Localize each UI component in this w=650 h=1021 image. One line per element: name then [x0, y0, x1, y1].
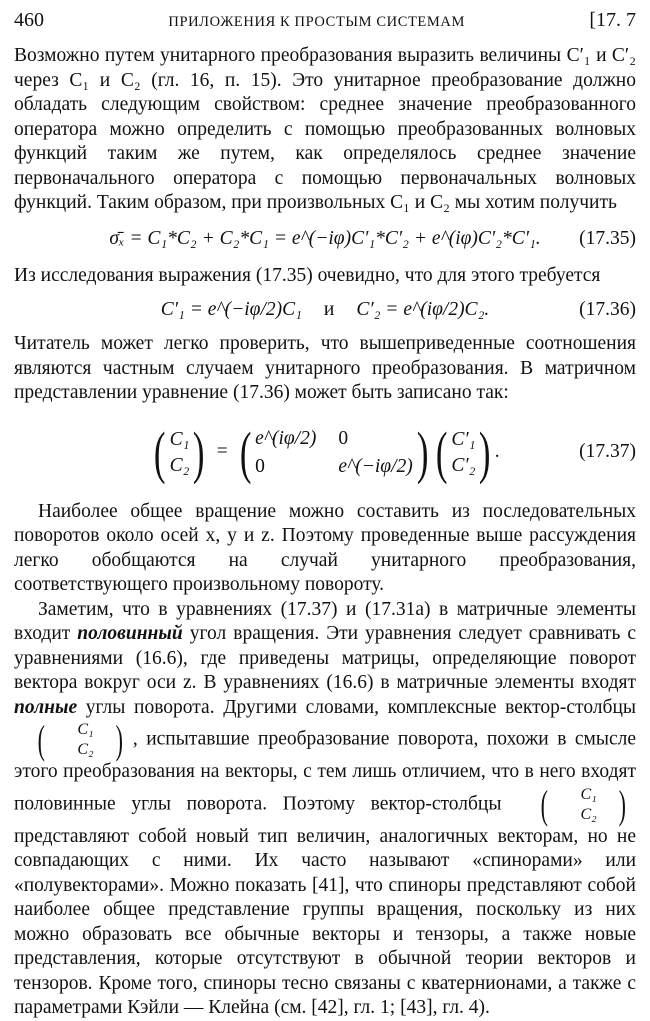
- matrix-21: 0: [255, 455, 265, 477]
- matrix-11: e^(iφ/2): [255, 427, 317, 449]
- rotation-matrix: ( e^(iφ/2) 0 0 e^(−iφ/2) ): [239, 419, 429, 485]
- equation-17-36-right: C′₂ = e^(iφ/2)C₂.: [356, 298, 490, 320]
- equation-17-37-number: (17.37): [579, 441, 636, 463]
- lhs-c1: C₁: [169, 428, 190, 450]
- paragraph-1: Возможно путем унитарного преобразования выразить величины C′₁ и C′₂ через C₁ и C₂ (гл. 16, п. 15). Это унитарное преобразование должно обладать следующим свойством: среднее значение преобразованного оператора можно определить с помощью преобразованных волновых функций таким же путем, как определялось среднее значение первоначального оператора с помощью первоначальных волновых функций. Таким образом, при произвольных C₁ и C₂ мы хотим получить: [14, 45, 636, 213]
- inline-c1-b: C₁: [580, 785, 597, 803]
- rhs-c2-prime: C′₂: [451, 454, 476, 476]
- paragraph-5-part-a: Заметим, что в уравнениях (17.37) и (17.31a) в матричные элементы входит: [14, 598, 636, 644]
- inline-column-vector-2: ( C₁ C₂ ): [540, 781, 626, 827]
- equation-17-35: [14, 220, 636, 260]
- paragraph-5-part-c: угол вращения. Эти уравнения следует сравнивать с уравнениями (16.6), где приведены матрицы, определяющие поворот вектора вокруг оси z. В уравнениях (16.6) в матричные элементы входят: [14, 623, 637, 693]
- equation-17-36-left: C′₁ = e^(−iφ/2)C₁: [160, 298, 302, 320]
- paragraph-5-part-f: , испытавшие преобразование поворота, похожи в смысле этого преобразования на векторы, с тем лишь отличием, что в него входят половинные углы поворота. Поэтому вектор-столбцы: [14, 728, 636, 814]
- equation-17-36: [14, 292, 636, 328]
- page-number: 460: [14, 9, 44, 31]
- matrix-22: e^(−iφ/2): [338, 455, 413, 477]
- inline-c1: C₁: [77, 721, 94, 738]
- lhs-c2: C₂: [169, 454, 190, 476]
- equation-17-35-body: σ̄ₓ = C₁*C₂ + C₂*C₁ = e^(−iφ)C′₁*C′₂ + e^(iφ)C′₂*C′₁.: [109, 228, 541, 250]
- paragraph-5-part-g: представляют собой новый тип величин, аналогичных векторам, но не совпадающих с ними. Их часто называют «спинорами» или «полувекторами». Можно показать [41], что спиноры представляют собой наиболее общее представление группы вращения, поскольку из них можно образовать все обычные векторы и тензоры, а также новые представления, которые отсутствуют в обычной теории векторов и тензоров. Кроме того, спиноры тесно связаны с кватернионами, а также с параметрами Кэйли — Клейна (см. [42], гл. 1; [43], гл. 4).: [14, 825, 636, 1018]
- emphasis-full: полные: [14, 696, 78, 718]
- lhs-column-vector: ( C₁ C₂ ): [154, 419, 205, 485]
- equation-17-36-conjunction: и: [323, 298, 335, 320]
- inline-column-vector-1: ( C₁ C₂ ): [37, 717, 123, 762]
- rhs-c1-prime: C′₁: [451, 428, 476, 450]
- equation-17-36-number: (17.36): [579, 298, 636, 320]
- running-header: [14, 8, 636, 34]
- equation-17-37: ( C₁ C₂ ) = ( e^(iφ/2) 0 0 e^(−iφ/2) ) ( C′₁ C′₂ ) . (17.37): [14, 410, 636, 496]
- inline-c2-b: C₂: [580, 805, 597, 823]
- paragraph-3: Читатель может легко проверить, что вышеприведенные соотношения являются частным случаем унитарного преобразования. В матричном представлении уравнение (17.36) может быть записано так:: [14, 333, 636, 403]
- paragraph-5-part-e: углы поворота. Другими словами, комплексные вектор-столбцы: [85, 696, 637, 718]
- section-number: [17. 7: [589, 9, 636, 31]
- inline-c2: C₂: [77, 741, 94, 758]
- running-title: ПРИЛОЖЕНИЯ К ПРОСТЫМ СИСТЕМАМ: [168, 14, 465, 30]
- paragraph-5: [14, 598, 636, 1021]
- paragraph-2: Из исследования выражения (17.35) очевидно, что для этого требуется: [14, 264, 601, 286]
- paragraph-4: Наиболее общее вращение можно составить из последовательных поворотов около осей x, y и z. Поэтому проведенные выше рассуждения легко обобщаются на случай унитарного преобразования, соответствующего произвольному повороту.: [14, 500, 636, 595]
- matrix-12: 0: [338, 427, 349, 449]
- emphasis-half: половинный: [77, 623, 183, 644]
- rhs-column-vector: ( C′₁ C′₂ ): [435, 419, 491, 485]
- equation-17-35-number: (17.35): [579, 228, 636, 250]
